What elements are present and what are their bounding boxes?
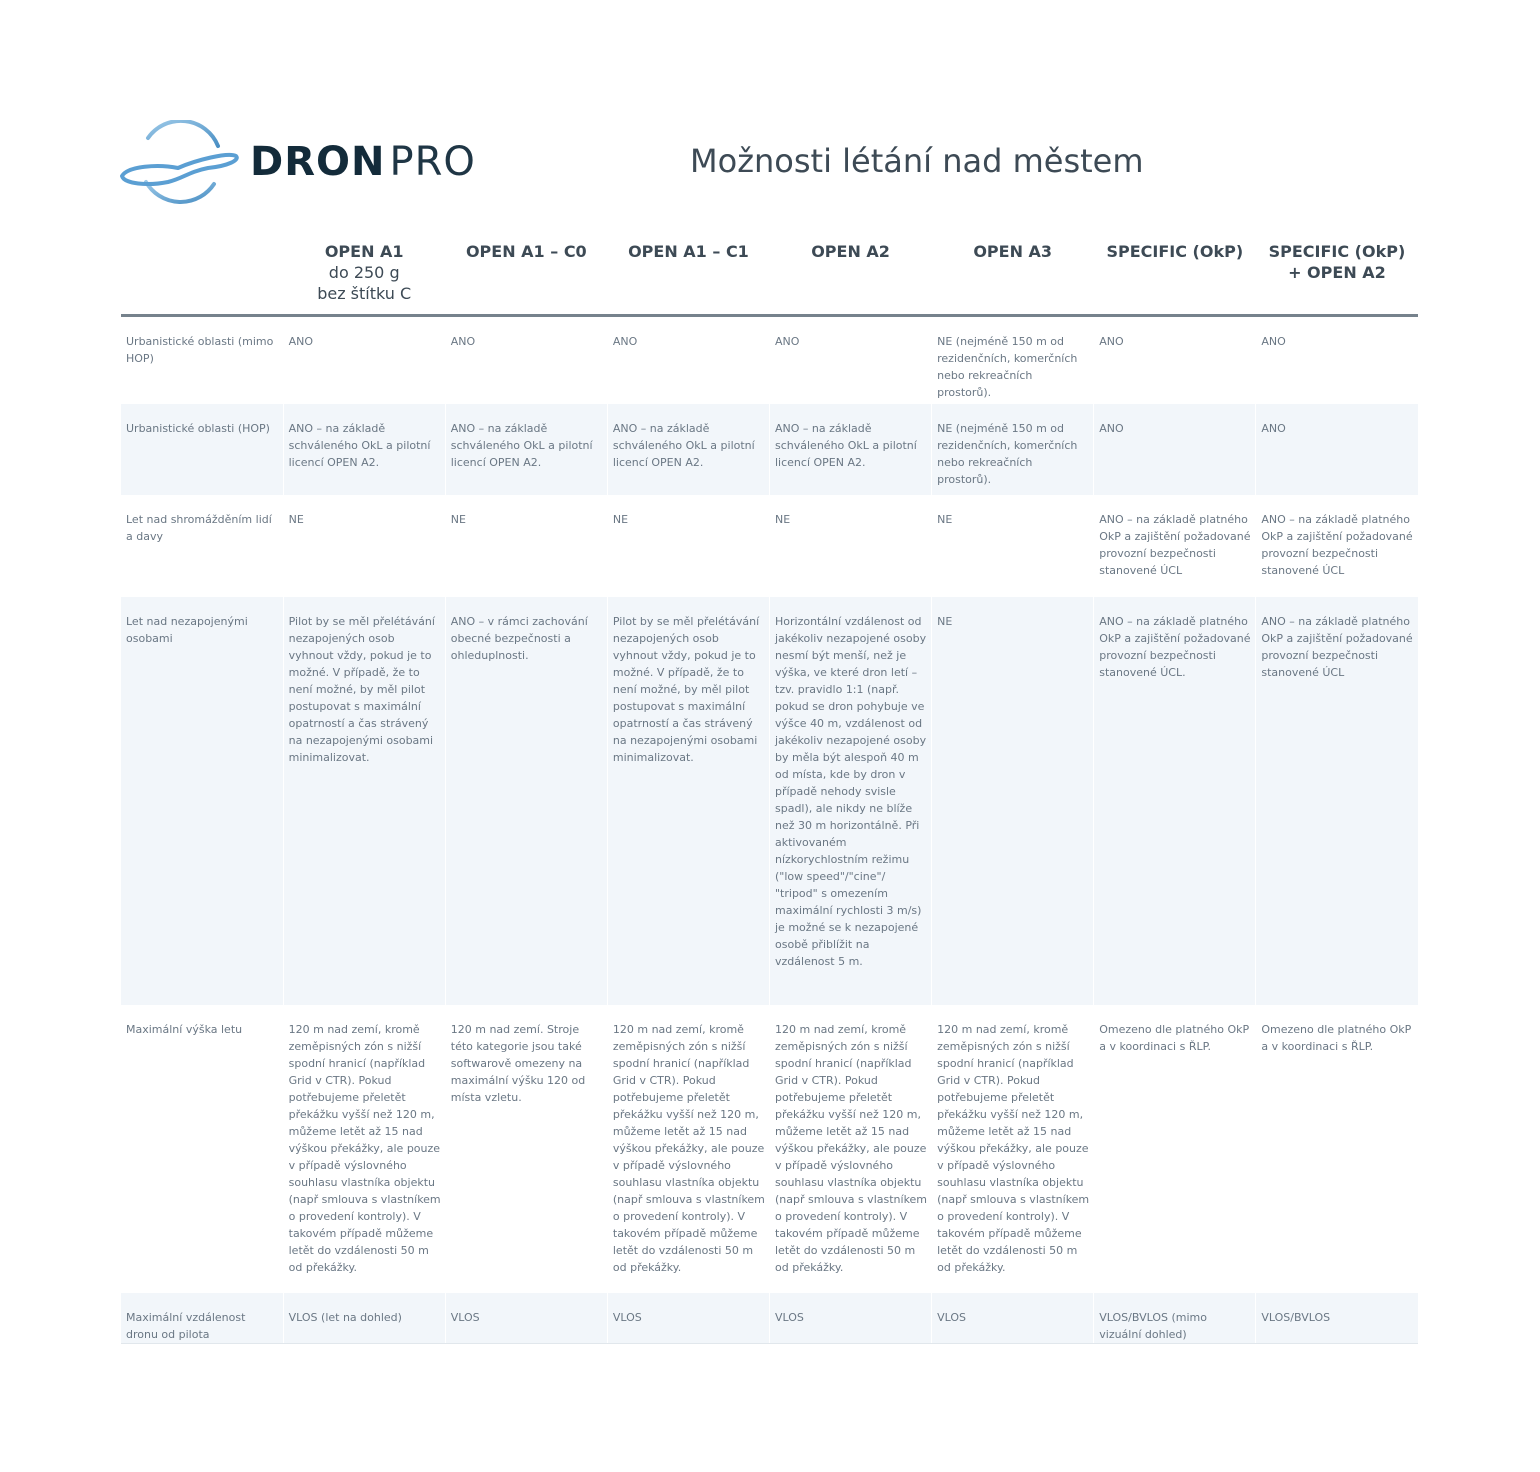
column-title: SPECIFIC (OkP) + OPEN A2 [1268, 242, 1406, 282]
column-header-open-a1-c1 [607, 236, 769, 316]
table-cell: 120 m nad zemí. Stroje této kategorie jsou také softwarově omezeny na maximální výšku 120 od místa vzletu. [445, 1005, 607, 1293]
table-cell: Pilot by se měl přelétávání nezapojených osob vyhnout vždy, pokud je to možné. V případě, že to není možné, by měl pilot postupovat s maximální opatrností a čas strávený na nezapojenými osobami minimalizovat. [283, 597, 445, 1005]
table-cell: Omezeno dle platného OkP a v koordinaci s ŘLP. [1256, 1005, 1418, 1293]
table-cell: 120 m nad zemí, kromě zeměpisných zón s nižší spodní hranicí (například Grid v CTR). Pokud potřebujeme přeletět překážku vyšší než 120 m, můžeme letět až 15 nad výškou překážky, ale pouze v případě výslovného souhlasu vlastníka objektu (např smlouva s vlastníkem o provedení kontroly). V takovém případě můžeme letět do vzdálenosti 50 m od překážky. [932, 1005, 1094, 1293]
table-cell: ANO – na základě platného OkP a zajištění požadované provozní bezpečnosti stanovené ÚCL [1094, 495, 1256, 597]
table-cell: VLOS [445, 1293, 607, 1344]
column-header-specific [1094, 236, 1256, 316]
column-header-open-a1-c0 [445, 236, 607, 316]
table-cell: NE [445, 495, 607, 597]
brand-name-bold: DRON [250, 139, 386, 185]
row-label: Let nad shromážděním lidí a davy [126, 512, 272, 543]
column-title: OPEN A1 – C1 [628, 242, 749, 261]
table-cell: ANO – na základě schváleného OkL a pilotní licencí OPEN A2. [445, 404, 607, 495]
table-cell: VLOS/BVLOS (mimo vizuální dohled) [1094, 1293, 1256, 1344]
column-title: OPEN A1 – C0 [465, 242, 587, 261]
table-row [121, 1293, 1418, 1344]
table-cell: ANO [445, 316, 607, 404]
brand-name-light: PRO [389, 139, 476, 185]
table-cell: NE [607, 495, 769, 597]
table-cell: Horizontální vzdálenost od jakékoliv nezapojené osoby nesmí být menší, než je výška, ve které dron letí – tzv. pravidlo 1:1 (např. pokud se dron pohybuje ve výšce 40 m, vzdálenost od jakékoliv nezapojené osoby by měla být alespoň 40 m od místa, kde by dron v případě nehody svisle spadl), ale nikdy ne blíže než 30 m horizontálně. Při aktivovaném nízkorychlostním režimu ("low speed"/"cine"/ "tripod" s omezením maximální rychlosti 3 m/s) je možné se k nezapojené osobě přiblížit na vzdálenost 5 m. [770, 597, 932, 1005]
row-label: Maximální vzdálenost dronu od pilota [121, 1293, 283, 1344]
column-header-open-a2 [770, 236, 932, 316]
row-label: Let nad nezapojenými osobami [121, 597, 283, 1005]
table-cell: NE (nejméně 150 m od rezidenčních, komerčních nebo rekreačních prostorů). [932, 316, 1094, 404]
column-header-specific-open-a2 [1256, 236, 1418, 316]
column-title: OPEN A1 [324, 242, 404, 261]
table-cell: VLOS [607, 1293, 769, 1344]
comparison-table [121, 236, 1418, 1344]
table-row [121, 316, 1418, 404]
column-title: OPEN A2 [811, 242, 890, 261]
table-row [121, 1005, 1418, 1293]
table-cell: ANO – na základě schváleného OkL a pilotní licencí OPEN A2. [770, 404, 932, 495]
table-cell: VLOS (let na dohled) [283, 1293, 445, 1344]
table-cell: NE [283, 495, 445, 597]
row-label: Maximální výška letu [126, 1022, 243, 1036]
table-cell: ANO – na základě platného OkP a zajištění požadované provozní bezpečnosti stanovené ÚCL [1256, 597, 1418, 1005]
table-cell: VLOS [932, 1293, 1094, 1344]
table-cell: ANO [1256, 404, 1418, 495]
table-row [121, 404, 1418, 495]
row-label: Urbanistické oblasti (HOP) [121, 404, 283, 495]
column-subtitle: bez štítku C [317, 284, 412, 303]
table-cell: NE [932, 597, 1094, 1005]
table-row [121, 495, 1418, 597]
table-header-row [121, 236, 1418, 316]
table-cell: NE [770, 495, 932, 597]
table-cell: VLOS/BVLOS [1256, 1293, 1418, 1344]
column-title: SPECIFIC (OkP) [1106, 242, 1244, 261]
table-cell: ANO [770, 316, 932, 404]
brand-logo [118, 120, 476, 204]
brand-wordmark [250, 138, 476, 186]
table-cell: ANO – na základě schváleného OkL a pilotní licencí OPEN A2. [283, 404, 445, 495]
column-header-empty [121, 236, 283, 316]
table-cell: ANO – na základě platného OkP a zajištění požadované provozní bezpečnosti stanovené ÚCL [1256, 495, 1418, 597]
row-label: Urbanistické oblasti (mimo HOP) [126, 335, 274, 365]
dronpro-logo-icon [118, 120, 243, 204]
table-cell: ANO [283, 316, 445, 404]
page-title: Možnosti létání nad městem [690, 142, 1144, 180]
table-cell: Omezeno dle platného OkP a v koordinaci s ŘLP. [1094, 1005, 1256, 1293]
table-row [121, 597, 1418, 1005]
table-cell: ANO [607, 316, 769, 404]
table-cell: ANO – na základě schváleného OkL a pilotní licencí OPEN A2. [607, 404, 769, 495]
column-subtitle: do 250 g [328, 263, 400, 282]
table-cell: ANO [1256, 316, 1418, 404]
column-header-open-a1 [283, 236, 445, 316]
table-cell: 120 m nad zemí, kromě zeměpisných zón s nižší spodní hranicí (například Grid v CTR). Pokud potřebujeme přeletět překážku vyšší než 120 m, můžeme letět až 15 nad výškou překážky, ale pouze v případě výslovného souhlasu vlastníka objektu (např smlouva s vlastníkem o provedení kontroly). V takovém případě můžeme letět do vzdálenosti 50 m od překážky. [607, 1005, 769, 1293]
table-cell: NE [932, 495, 1094, 597]
table-cell: ANO [1094, 404, 1256, 495]
table-cell: Pilot by se měl přelétávání nezapojených osob vyhnout vždy, pokud je to možné. V případě, že to není možné, by měl pilot postupovat s maximální opatrností a čas strávený na nezapojenými osobami minimalizovat. [607, 597, 769, 1005]
table-cell: ANO [1094, 316, 1256, 404]
column-title: OPEN A3 [973, 242, 1053, 261]
table-cell: ANO – na základě platného OkP a zajištění požadované provozní bezpečnosti stanovené ÚCL. [1094, 597, 1256, 1005]
table-cell: 120 m nad zemí, kromě zeměpisných zón s nižší spodní hranicí (například Grid v CTR). Pokud potřebujeme přeletět překážku vyšší než 120 m, můžeme letět až 15 nad výškou překážky, ale pouze v případě výslovného souhlasu vlastníka objektu (např smlouva s vlastníkem o provedení kontroly). V takovém případě můžeme letět do vzdálenosti 50 m od překážky. [770, 1005, 932, 1293]
table-cell: NE (nejméně 150 m od rezidenčních, komerčních nebo rekreačních prostorů). [932, 404, 1094, 495]
table-cell: 120 m nad zemí, kromě zeměpisných zón s nižší spodní hranicí (například Grid v CTR). Pokud potřebujeme přeletět překážku vyšší než 120 m, můžeme letět až 15 nad výškou překážky, ale pouze v případě výslovného souhlasu vlastníka objektu (např smlouva s vlastníkem o provedení kontroly). V takovém případě můžeme letět do vzdálenosti 50 m od překážky. [283, 1005, 445, 1293]
table-cell: VLOS [770, 1293, 932, 1344]
column-header-open-a3 [932, 236, 1094, 316]
table-cell: ANO – v rámci zachování obecné bezpečnosti a ohleduplnosti. [445, 597, 607, 1005]
